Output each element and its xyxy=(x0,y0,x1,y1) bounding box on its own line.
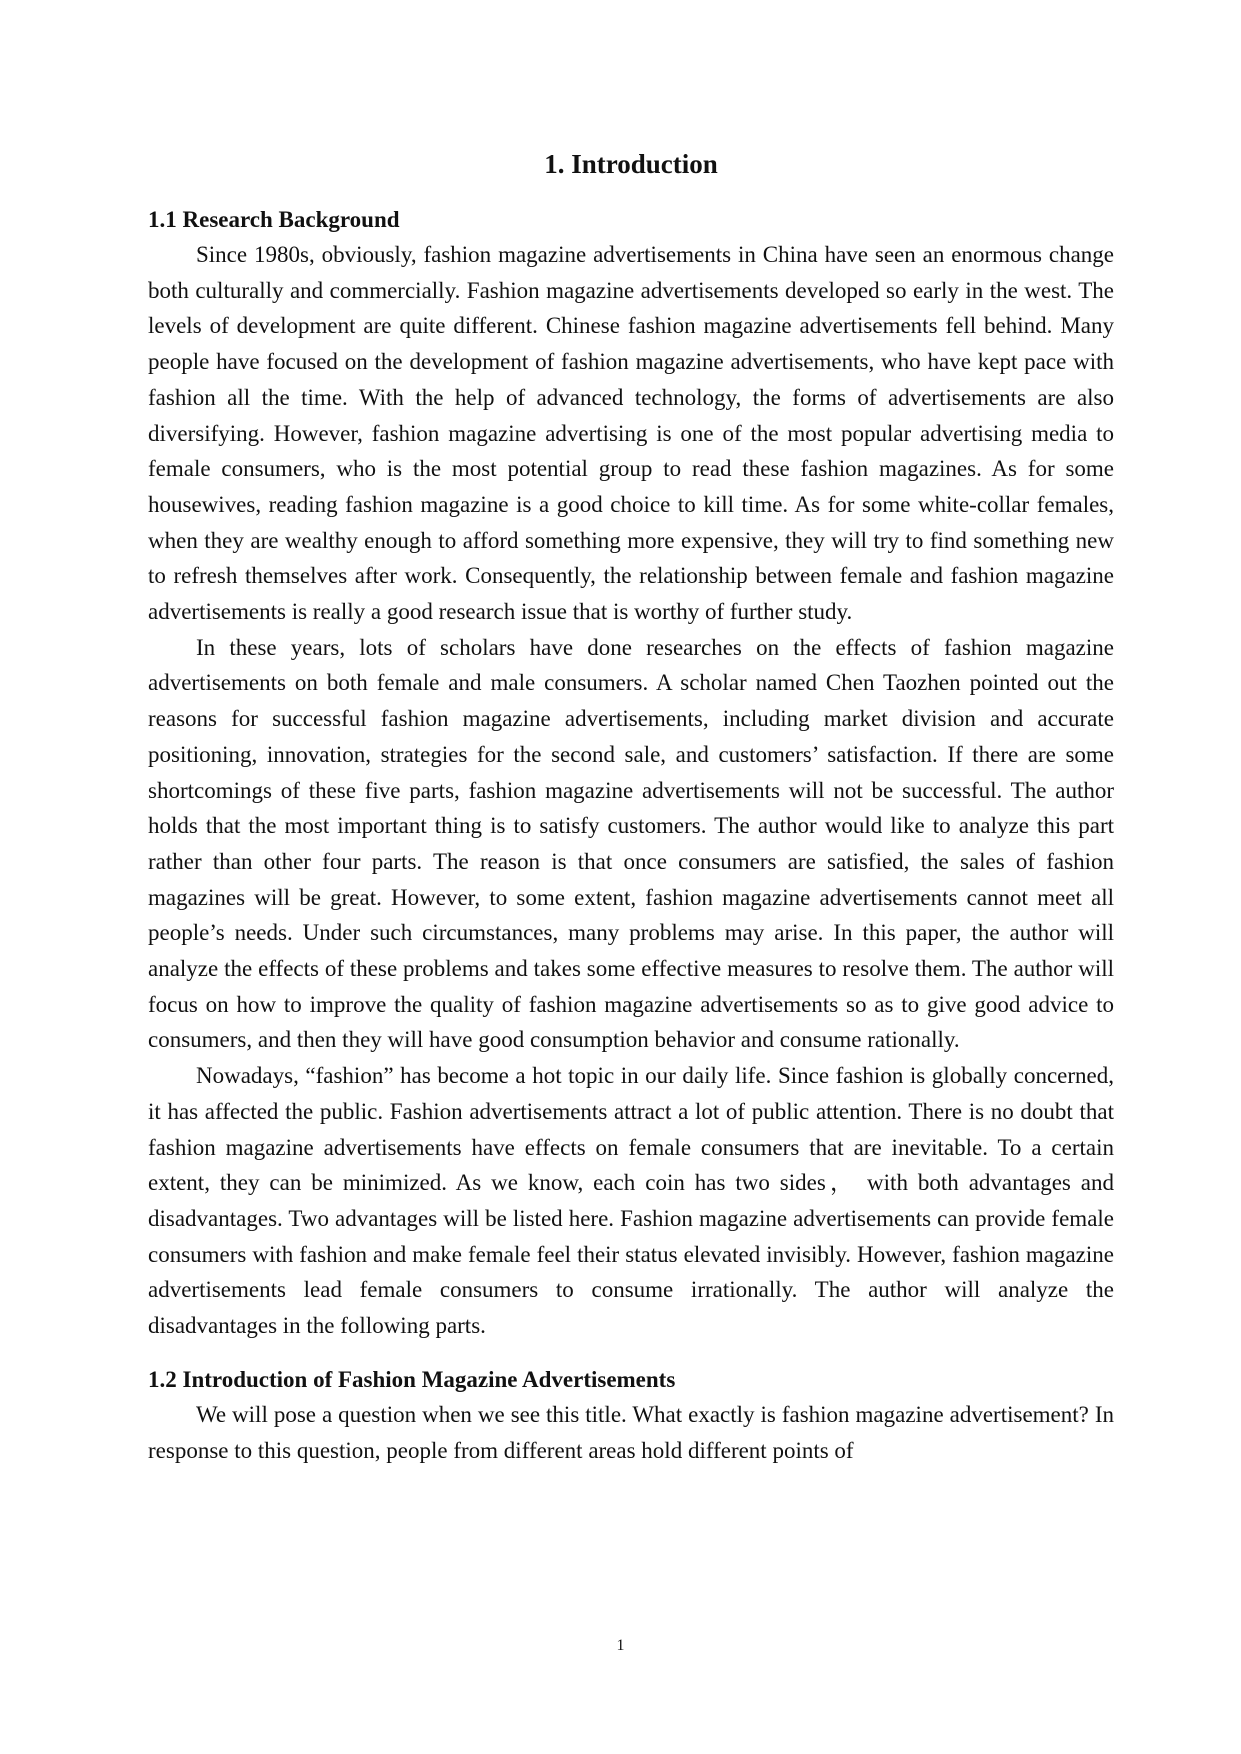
paragraph-background-1: Since 1980s, obviously, fashion magazine advertisements in China have seen an enormous change both culturally and commercially. Fashion magazine advertisements developed so early in the west. The levels of development are quite different. Chinese fashion magazine advertisements fell behind. Many people have focused on the development of fashion magazine advertisements, who have kept pace with fashion all the time. With the help of advanced technology, the forms of advertisements are also diversifying. However, fashion magazine advertising is one of the most popular advertising media to female consumers, who is the most potential group to read these fashion magazines. As for some housewives, reading fashion magazine is a good choice to kill time. As for some white-collar females, when they are wealthy enough to afford something more expensive, they will try to find something new to refresh themselves after work. Consequently, the relationship between female and fashion magazine advertisements is really a good research issue that is worthy of further study. xyxy=(148,242,1114,625)
section-heading-fashion-magazine-ads: 1.2 Introduction of Fashion Magazine Advertisements xyxy=(148,1366,676,1392)
paragraph-background-2: In these years, lots of scholars have done researches on the effects of fashion magazine advertisements on both female and male consumers. A scholar named Chen Taozhen pointed out the reasons for successful fashion magazine advertisements, including market division and accurate positioning, innovation, strategies for the second sale, and customers’ satisfaction. If there are some shortcomings of these five parts, fashion magazine advertisements will not be successful. The author holds that the most important thing is to satisfy customers. The author would like to analyze this part rather than other four parts. The reason is that once consumers are satisfied, the sales of fashion magazines will be great. However, to some extent, fashion magazine advertisements cannot meet all people’s needs. Under such circumstances, many problems may arise. In this paper, the author will analyze the effects of these problems and takes some effective measures to resolve them. The author will focus on how to improve the quality of fashion magazine advertisements so as to give good advice to consumers, and then they will have good consumption behavior and consume rationally. xyxy=(148,634,1114,1053)
paragraph-background-3: Nowadays, “fashion” has become a hot topic in our daily life. Since fashion is globally concerned, it has affected the public. Fashion advertisements attract a lot of public attention. There is no doubt that fashion magazine advertisements have effects on female consumers that are inevitable. To a certain extent, they can be minimized. As we know, each coin has two sides， with both advantages and disadvantages. Two advantages will be listed here. Fashion magazine advertisements can provide female consumers with fashion and make female feel their status elevated invisibly. However, fashion magazine advertisements lead female consumers to consume irrationally. The author will analyze the disadvantages in the following parts. xyxy=(148,1063,1114,1339)
chapter-title: 1. Introduction xyxy=(544,149,718,179)
section-heading-research-background: 1.1 Research Background xyxy=(148,207,400,232)
paragraph-fashion-ads-1: We will pose a question when we see this title. What exactly is fashion magazine advertisement? In response to this question, people from different areas hold different points of xyxy=(148,1401,1114,1463)
page-number: 1 xyxy=(616,1637,625,1654)
page-body xyxy=(148,146,1114,1468)
